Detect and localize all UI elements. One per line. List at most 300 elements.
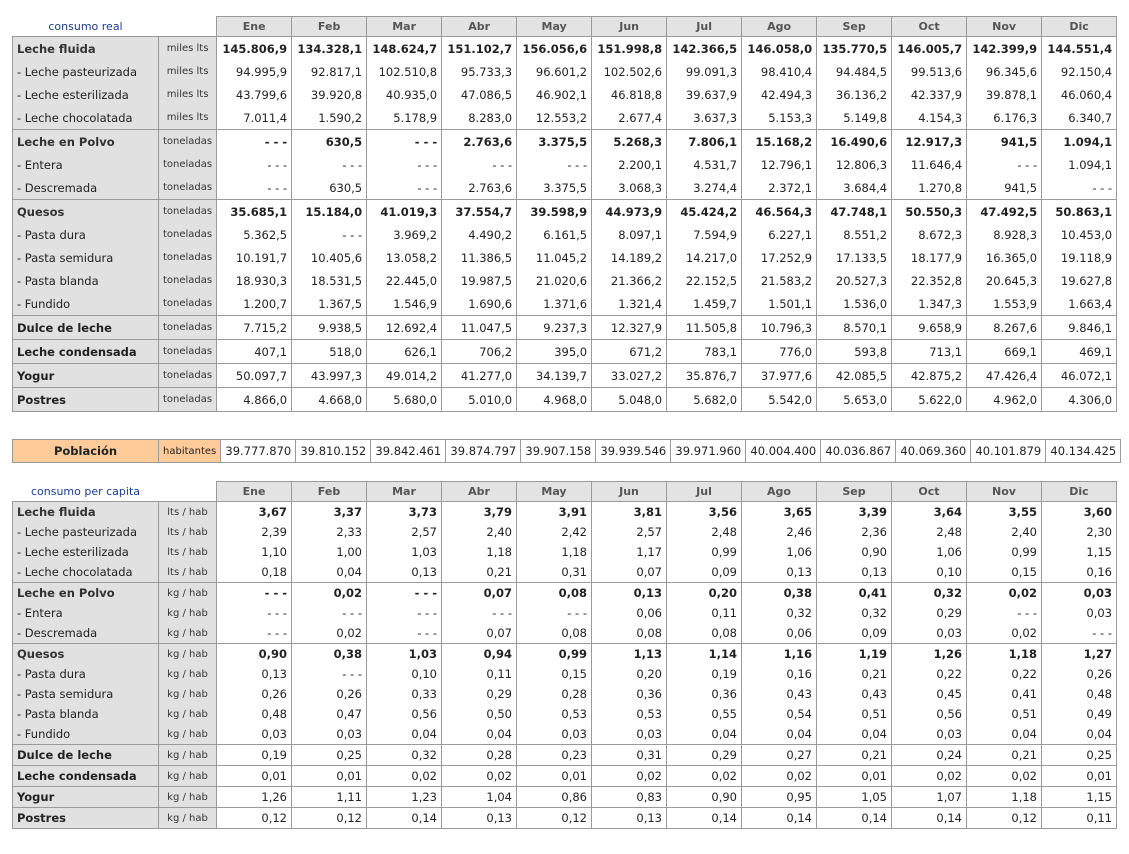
value-cell: 4.968,0 bbox=[517, 388, 592, 412]
value-cell: 0,83 bbox=[592, 787, 667, 808]
row-unit: toneladas bbox=[159, 316, 217, 340]
month-header-jul: Jul bbox=[667, 17, 742, 37]
value-cell: 0,03 bbox=[517, 724, 592, 745]
value-cell: 95.733,3 bbox=[442, 60, 517, 83]
value-cell: - - - bbox=[517, 153, 592, 176]
row-unit: kg / hab bbox=[159, 684, 217, 704]
section-title: consumo per capita bbox=[13, 482, 159, 502]
value-cell: 0,14 bbox=[667, 808, 742, 829]
value-cell: 1.094,1 bbox=[1042, 153, 1117, 176]
row-label: - Leche pasteurizada bbox=[13, 522, 159, 542]
subcategory-row bbox=[13, 603, 1117, 623]
value-cell: 42.875,2 bbox=[892, 364, 967, 388]
value-cell: - - - bbox=[367, 176, 442, 200]
value-cell: 47.748,1 bbox=[817, 200, 892, 224]
value-cell: 3,64 bbox=[892, 502, 967, 523]
value-cell: 0,55 bbox=[667, 704, 742, 724]
value-cell: 142.366,5 bbox=[667, 37, 742, 61]
value-cell: 0,24 bbox=[892, 745, 967, 766]
value-cell: 1,26 bbox=[892, 644, 967, 665]
value-cell: 0,02 bbox=[967, 583, 1042, 604]
value-cell: 2.677,4 bbox=[592, 106, 667, 130]
value-cell: 0,04 bbox=[742, 724, 817, 745]
value-cell: 1.590,2 bbox=[292, 106, 367, 130]
value-cell: 3,73 bbox=[367, 502, 442, 523]
value-cell: - - - bbox=[367, 603, 442, 623]
value-cell: 1,27 bbox=[1042, 644, 1117, 665]
value-cell: 0,20 bbox=[592, 664, 667, 684]
value-cell: 8.928,3 bbox=[967, 223, 1042, 246]
row-unit: miles lts bbox=[159, 83, 217, 106]
value-cell: 45.424,2 bbox=[667, 200, 742, 224]
value-cell: 0,07 bbox=[442, 583, 517, 604]
month-header-jul: Jul bbox=[667, 482, 742, 502]
value-cell: 36.136,2 bbox=[817, 83, 892, 106]
value-cell: 0,33 bbox=[367, 684, 442, 704]
value-cell: 15.184,0 bbox=[292, 200, 367, 224]
value-cell: 20.527,3 bbox=[817, 269, 892, 292]
value-cell: - - - bbox=[217, 603, 292, 623]
value-cell: 2,33 bbox=[292, 522, 367, 542]
value-cell: 0,36 bbox=[667, 684, 742, 704]
value-cell: 0,21 bbox=[442, 562, 517, 583]
row-label: Quesos bbox=[13, 644, 159, 665]
row-label: Leche en Polvo bbox=[13, 583, 159, 604]
value-cell: 0,01 bbox=[817, 766, 892, 787]
value-cell: 14.189,2 bbox=[592, 246, 667, 269]
value-cell: 0,99 bbox=[667, 542, 742, 562]
value-cell: 33.027,2 bbox=[592, 364, 667, 388]
value-cell: 0,12 bbox=[292, 808, 367, 829]
value-cell: 407,1 bbox=[217, 340, 292, 364]
row-unit: toneladas bbox=[159, 269, 217, 292]
value-cell: - - - bbox=[367, 583, 442, 604]
value-cell: 8.267,6 bbox=[967, 316, 1042, 340]
category-row bbox=[13, 583, 1117, 604]
subcategory-row bbox=[13, 724, 1117, 745]
value-cell: 395,0 bbox=[517, 340, 592, 364]
value-cell: 15.168,2 bbox=[742, 130, 817, 154]
value-cell: 1,05 bbox=[817, 787, 892, 808]
value-cell: 10.191,7 bbox=[217, 246, 292, 269]
value-cell: 5.362,5 bbox=[217, 223, 292, 246]
value-cell: 1.501,1 bbox=[742, 292, 817, 316]
value-cell: 0,04 bbox=[442, 724, 517, 745]
value-cell: 0,32 bbox=[742, 603, 817, 623]
value-cell: 671,2 bbox=[592, 340, 667, 364]
month-header-may: May bbox=[517, 482, 592, 502]
value-cell: 0,13 bbox=[442, 808, 517, 829]
row-unit: miles lts bbox=[159, 60, 217, 83]
value-cell: 13.058,2 bbox=[367, 246, 442, 269]
value-cell: 94.484,5 bbox=[817, 60, 892, 83]
value-cell: 0,21 bbox=[817, 745, 892, 766]
value-cell: 0,01 bbox=[1042, 766, 1117, 787]
value-cell: 144.551,4 bbox=[1042, 37, 1117, 61]
value-cell: 134.328,1 bbox=[292, 37, 367, 61]
value-cell: - - - bbox=[217, 623, 292, 644]
value-cell: 99.513,6 bbox=[892, 60, 967, 83]
value-cell: 1,06 bbox=[742, 542, 817, 562]
value-cell: - - - bbox=[217, 176, 292, 200]
value-cell: 0,06 bbox=[742, 623, 817, 644]
value-cell: 8.570,1 bbox=[817, 316, 892, 340]
value-cell: 0,04 bbox=[667, 724, 742, 745]
value-cell: 0,02 bbox=[742, 766, 817, 787]
poblacion-value: 39.971.960 bbox=[671, 440, 746, 463]
consumo-per-capita-table bbox=[12, 481, 1117, 829]
value-cell: 0,09 bbox=[667, 562, 742, 583]
poblacion-row bbox=[13, 440, 1121, 463]
value-cell: 1,18 bbox=[967, 644, 1042, 665]
row-unit: toneladas bbox=[159, 153, 217, 176]
value-cell: 2.200,1 bbox=[592, 153, 667, 176]
value-cell: 2,40 bbox=[442, 522, 517, 542]
row-unit: kg / hab bbox=[159, 664, 217, 684]
subcategory-row bbox=[13, 522, 1117, 542]
value-cell: 0,29 bbox=[442, 684, 517, 704]
value-cell: 1,16 bbox=[742, 644, 817, 665]
row-label: Postres bbox=[13, 808, 159, 829]
consumo-per-capita-header bbox=[13, 482, 1117, 502]
value-cell: 0,07 bbox=[592, 562, 667, 583]
header-corner bbox=[159, 482, 217, 502]
row-unit: kg / hab bbox=[159, 745, 217, 766]
row-unit: toneladas bbox=[159, 130, 217, 154]
value-cell: 0,03 bbox=[217, 724, 292, 745]
month-header-ene: Ene bbox=[217, 17, 292, 37]
value-cell: 22.352,8 bbox=[892, 269, 967, 292]
value-cell: 0,53 bbox=[592, 704, 667, 724]
value-cell: 0,54 bbox=[742, 704, 817, 724]
row-unit: toneladas bbox=[159, 292, 217, 316]
value-cell: 5.682,0 bbox=[667, 388, 742, 412]
value-cell: 0,02 bbox=[592, 766, 667, 787]
value-cell: 2,40 bbox=[967, 522, 1042, 542]
value-cell: 0,36 bbox=[592, 684, 667, 704]
value-cell: 0,13 bbox=[742, 562, 817, 583]
value-cell: 2,39 bbox=[217, 522, 292, 542]
value-cell: - - - bbox=[967, 603, 1042, 623]
value-cell: 10.453,0 bbox=[1042, 223, 1117, 246]
value-cell: 0,28 bbox=[442, 745, 517, 766]
poblacion-value: 40.069.360 bbox=[896, 440, 971, 463]
value-cell: 3,79 bbox=[442, 502, 517, 523]
value-cell: 0,08 bbox=[592, 623, 667, 644]
subcategory-row bbox=[13, 83, 1117, 106]
value-cell: 0,19 bbox=[217, 745, 292, 766]
row-label: Yogur bbox=[13, 364, 159, 388]
value-cell: 0,11 bbox=[442, 664, 517, 684]
value-cell: 7.011,4 bbox=[217, 106, 292, 130]
category-row bbox=[13, 340, 1117, 364]
value-cell: 46.818,8 bbox=[592, 83, 667, 106]
value-cell: 0,32 bbox=[367, 745, 442, 766]
header-row bbox=[13, 482, 1117, 502]
value-cell: 0,03 bbox=[892, 623, 967, 644]
value-cell: 0,14 bbox=[817, 808, 892, 829]
value-cell: 151.102,7 bbox=[442, 37, 517, 61]
subcategory-row bbox=[13, 684, 1117, 704]
value-cell: 0,90 bbox=[667, 787, 742, 808]
value-cell: - - - bbox=[1042, 176, 1117, 200]
value-cell: 0,04 bbox=[817, 724, 892, 745]
value-cell: 0,31 bbox=[592, 745, 667, 766]
value-cell: 10.796,3 bbox=[742, 316, 817, 340]
row-label: - Leche chocolatada bbox=[13, 562, 159, 583]
row-label: Leche fluida bbox=[13, 37, 159, 61]
value-cell: 92.817,1 bbox=[292, 60, 367, 83]
value-cell: 10.405,6 bbox=[292, 246, 367, 269]
value-cell: 16.490,6 bbox=[817, 130, 892, 154]
value-cell: 0,04 bbox=[1042, 724, 1117, 745]
value-cell: 0,41 bbox=[817, 583, 892, 604]
value-cell: 21.366,2 bbox=[592, 269, 667, 292]
value-cell: 0,02 bbox=[442, 766, 517, 787]
value-cell: 142.399,9 bbox=[967, 37, 1042, 61]
value-cell: 3.375,5 bbox=[517, 130, 592, 154]
subcategory-row bbox=[13, 704, 1117, 724]
value-cell: 49.014,2 bbox=[367, 364, 442, 388]
row-unit: lts / hab bbox=[159, 522, 217, 542]
value-cell: 12.692,4 bbox=[367, 316, 442, 340]
value-cell: 50.550,3 bbox=[892, 200, 967, 224]
value-cell: 1.371,6 bbox=[517, 292, 592, 316]
row-unit: kg / hab bbox=[159, 603, 217, 623]
value-cell: 7.806,1 bbox=[667, 130, 742, 154]
value-cell: 11.045,2 bbox=[517, 246, 592, 269]
value-cell: 2,48 bbox=[667, 522, 742, 542]
value-cell: 42.085,5 bbox=[817, 364, 892, 388]
month-header-jun: Jun bbox=[592, 482, 667, 502]
row-label: Quesos bbox=[13, 200, 159, 224]
value-cell: 4.962,0 bbox=[967, 388, 1042, 412]
subcategory-row bbox=[13, 542, 1117, 562]
value-cell: 1,00 bbox=[292, 542, 367, 562]
value-cell: 102.502,6 bbox=[592, 60, 667, 83]
value-cell: 1.347,3 bbox=[892, 292, 967, 316]
value-cell: 0,06 bbox=[592, 603, 667, 623]
row-label: - Leche pasteurizada bbox=[13, 60, 159, 83]
value-cell: 1.690,6 bbox=[442, 292, 517, 316]
value-cell: 156.056,6 bbox=[517, 37, 592, 61]
value-cell: - - - bbox=[292, 664, 367, 684]
poblacion-value: 39.907.158 bbox=[521, 440, 596, 463]
value-cell: 35.876,7 bbox=[667, 364, 742, 388]
value-cell: 1,26 bbox=[217, 787, 292, 808]
subcategory-row bbox=[13, 246, 1117, 269]
row-label: - Entera bbox=[13, 153, 159, 176]
value-cell: 0,38 bbox=[742, 583, 817, 604]
value-cell: 19.987,5 bbox=[442, 269, 517, 292]
value-cell: 37.977,6 bbox=[742, 364, 817, 388]
subcategory-row bbox=[13, 269, 1117, 292]
value-cell: 0,86 bbox=[517, 787, 592, 808]
value-cell: - - - bbox=[367, 153, 442, 176]
value-cell: 0,02 bbox=[892, 766, 967, 787]
category-row bbox=[13, 787, 1117, 808]
value-cell: 0,11 bbox=[1042, 808, 1117, 829]
row-unit: kg / hab bbox=[159, 623, 217, 644]
row-label: Yogur bbox=[13, 787, 159, 808]
value-cell: 0,32 bbox=[817, 603, 892, 623]
value-cell: 0,45 bbox=[892, 684, 967, 704]
value-cell: 783,1 bbox=[667, 340, 742, 364]
value-cell: 0,03 bbox=[892, 724, 967, 745]
month-header-nov: Nov bbox=[967, 17, 1042, 37]
value-cell: 0,13 bbox=[367, 562, 442, 583]
value-cell: 593,8 bbox=[817, 340, 892, 364]
value-cell: 1.546,9 bbox=[367, 292, 442, 316]
value-cell: 102.510,8 bbox=[367, 60, 442, 83]
consumo-real-body bbox=[13, 37, 1117, 412]
value-cell: 1,03 bbox=[367, 644, 442, 665]
value-cell: 47.426,4 bbox=[967, 364, 1042, 388]
value-cell: 0,03 bbox=[1042, 583, 1117, 604]
subcategory-row bbox=[13, 176, 1117, 200]
subcategory-row bbox=[13, 153, 1117, 176]
value-cell: 630,5 bbox=[292, 176, 367, 200]
value-cell: 4.866,0 bbox=[217, 388, 292, 412]
row-unit: kg / hab bbox=[159, 808, 217, 829]
value-cell: 3,67 bbox=[217, 502, 292, 523]
category-row bbox=[13, 316, 1117, 340]
value-cell: 0,04 bbox=[967, 724, 1042, 745]
value-cell: 12.553,2 bbox=[517, 106, 592, 130]
value-cell: 5.048,0 bbox=[592, 388, 667, 412]
value-cell: 0,09 bbox=[817, 623, 892, 644]
category-row bbox=[13, 388, 1117, 412]
value-cell: 42.337,9 bbox=[892, 83, 967, 106]
value-cell: 96.601,2 bbox=[517, 60, 592, 83]
row-label: - Pasta semidura bbox=[13, 684, 159, 704]
subcategory-row bbox=[13, 292, 1117, 316]
value-cell: 5.622,0 bbox=[892, 388, 967, 412]
value-cell: 19.118,9 bbox=[1042, 246, 1117, 269]
value-cell: 1,18 bbox=[517, 542, 592, 562]
value-cell: 12.327,9 bbox=[592, 316, 667, 340]
value-cell: 39.878,1 bbox=[967, 83, 1042, 106]
value-cell: 146.005,7 bbox=[892, 37, 967, 61]
row-unit: kg / hab bbox=[159, 644, 217, 665]
subcategory-row bbox=[13, 60, 1117, 83]
value-cell: 776,0 bbox=[742, 340, 817, 364]
value-cell: 96.345,6 bbox=[967, 60, 1042, 83]
row-label: - Leche chocolatada bbox=[13, 106, 159, 130]
value-cell: 8.097,1 bbox=[592, 223, 667, 246]
month-header-abr: Abr bbox=[442, 482, 517, 502]
value-cell: 2.763,6 bbox=[442, 130, 517, 154]
value-cell: 0,08 bbox=[667, 623, 742, 644]
row-unit: toneladas bbox=[159, 340, 217, 364]
value-cell: 9.846,1 bbox=[1042, 316, 1117, 340]
month-header-feb: Feb bbox=[292, 17, 367, 37]
value-cell: 0,20 bbox=[667, 583, 742, 604]
subcategory-row bbox=[13, 664, 1117, 684]
value-cell: 47.086,5 bbox=[442, 83, 517, 106]
header-row bbox=[13, 17, 1117, 37]
value-cell: 0,01 bbox=[217, 766, 292, 787]
row-unit: toneladas bbox=[159, 200, 217, 224]
value-cell: 94.995,9 bbox=[217, 60, 292, 83]
value-cell: 0,26 bbox=[217, 684, 292, 704]
poblacion-unit: habitantes bbox=[159, 440, 221, 463]
value-cell: 0,08 bbox=[517, 583, 592, 604]
value-cell: 2.763,6 bbox=[442, 176, 517, 200]
month-header-ene: Ene bbox=[217, 482, 292, 502]
row-unit: miles lts bbox=[159, 37, 217, 61]
value-cell: 148.624,7 bbox=[367, 37, 442, 61]
value-cell: 0,02 bbox=[967, 766, 1042, 787]
row-label: - Pasta dura bbox=[13, 664, 159, 684]
value-cell: 0,99 bbox=[517, 644, 592, 665]
value-cell: - - - bbox=[217, 583, 292, 604]
value-cell: 40.935,0 bbox=[367, 83, 442, 106]
row-unit: kg / hab bbox=[159, 704, 217, 724]
row-unit: kg / hab bbox=[159, 787, 217, 808]
row-unit: kg / hab bbox=[159, 766, 217, 787]
subcategory-row bbox=[13, 623, 1117, 644]
value-cell: 6.227,1 bbox=[742, 223, 817, 246]
value-cell: - - - bbox=[292, 153, 367, 176]
value-cell: 630,5 bbox=[292, 130, 367, 154]
value-cell: 0,03 bbox=[1042, 603, 1117, 623]
value-cell: 5.178,9 bbox=[367, 106, 442, 130]
category-row bbox=[13, 644, 1117, 665]
value-cell: 7.715,2 bbox=[217, 316, 292, 340]
value-cell: 6.161,5 bbox=[517, 223, 592, 246]
value-cell: 9.938,5 bbox=[292, 316, 367, 340]
value-cell: 0,04 bbox=[367, 724, 442, 745]
value-cell: 4.668,0 bbox=[292, 388, 367, 412]
category-row bbox=[13, 37, 1117, 61]
value-cell: 3.969,2 bbox=[367, 223, 442, 246]
value-cell: 1.663,4 bbox=[1042, 292, 1117, 316]
value-cell: 0,29 bbox=[667, 745, 742, 766]
value-cell: 0,10 bbox=[367, 664, 442, 684]
value-cell: 5.149,8 bbox=[817, 106, 892, 130]
month-header-may: May bbox=[517, 17, 592, 37]
value-cell: 22.445,0 bbox=[367, 269, 442, 292]
month-header-mar: Mar bbox=[367, 17, 442, 37]
value-cell: 47.492,5 bbox=[967, 200, 1042, 224]
value-cell: 0,94 bbox=[442, 644, 517, 665]
value-cell: 0,26 bbox=[292, 684, 367, 704]
value-cell: 0,31 bbox=[517, 562, 592, 583]
poblacion-label: Población bbox=[13, 440, 159, 463]
poblacion-value: 39.810.152 bbox=[296, 440, 371, 463]
value-cell: 5.680,0 bbox=[367, 388, 442, 412]
value-cell: 0,25 bbox=[1042, 745, 1117, 766]
value-cell: 43.997,3 bbox=[292, 364, 367, 388]
value-cell: 4.531,7 bbox=[667, 153, 742, 176]
value-cell: 0,01 bbox=[292, 766, 367, 787]
value-cell: 0,43 bbox=[742, 684, 817, 704]
value-cell: 12.917,3 bbox=[892, 130, 967, 154]
value-cell: 18.930,3 bbox=[217, 269, 292, 292]
value-cell: 0,14 bbox=[892, 808, 967, 829]
value-cell: 1,15 bbox=[1042, 542, 1117, 562]
value-cell: 5.653,0 bbox=[817, 388, 892, 412]
value-cell: 8.672,3 bbox=[892, 223, 967, 246]
value-cell: 145.806,9 bbox=[217, 37, 292, 61]
value-cell: 21.583,2 bbox=[742, 269, 817, 292]
value-cell: 0,90 bbox=[817, 542, 892, 562]
value-cell: 518,0 bbox=[292, 340, 367, 364]
value-cell: 0,27 bbox=[742, 745, 817, 766]
value-cell: 1,17 bbox=[592, 542, 667, 562]
value-cell: 3.068,3 bbox=[592, 176, 667, 200]
